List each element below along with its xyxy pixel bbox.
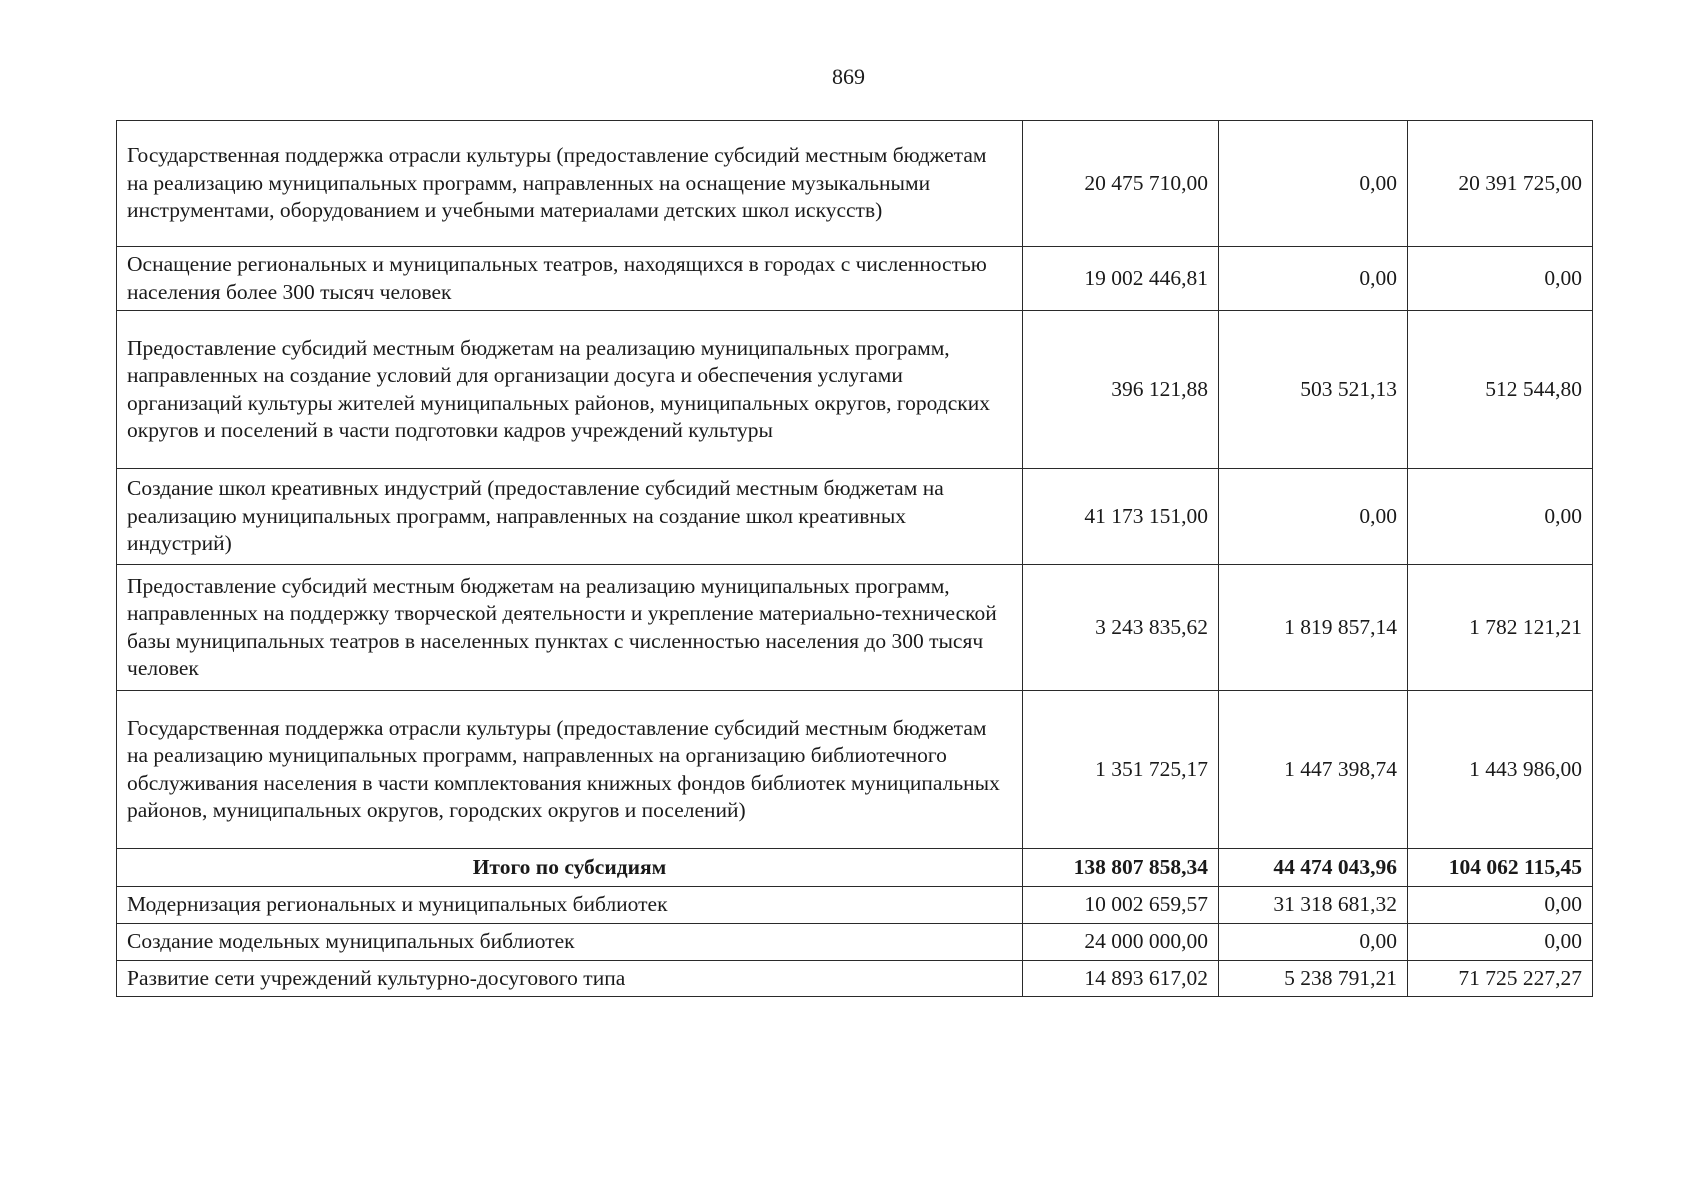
value-year-3: 71 725 227,27 — [1408, 961, 1593, 997]
row-description: Оснащение региональных и муниципальных театров, находящихся в городах с численностью населения более 300 тысяч человек — [117, 247, 1023, 311]
row-description: Предоставление субсидий местным бюджетам на реализацию муниципальных программ, направленных на создание условий для организации досуга и обеспечения услугами организаций культуры жителей муниципальных районов, муниципальных округов, городских округов и поселений в части подготовки кадров учреждений культуры — [117, 311, 1023, 469]
table-row — [117, 961, 1593, 997]
row-description: Предоставление субсидий местным бюджетам на реализацию муниципальных программ, направленных на поддержку творческой деятельности и укрепление материально-технической базы муниципальных театров в населенных пунктах с численностью населения до 300 тысяч человек — [117, 565, 1023, 691]
value-year-3: 0,00 — [1408, 247, 1593, 311]
value-year-1: 10 002 659,57 — [1023, 887, 1219, 924]
row-description: Создание модельных муниципальных библиотек — [117, 924, 1023, 961]
value-year-2: 1 447 398,74 — [1219, 691, 1408, 849]
total-label: Итого по субсидиям — [117, 849, 1023, 887]
value-year-1: 20 475 710,00 — [1023, 121, 1219, 247]
value-year-2: 0,00 — [1219, 121, 1408, 247]
total-year-1: 138 807 858,34 — [1023, 849, 1219, 887]
value-year-2: 1 819 857,14 — [1219, 565, 1408, 691]
value-year-1: 41 173 151,00 — [1023, 469, 1219, 565]
value-year-1: 24 000 000,00 — [1023, 924, 1219, 961]
value-year-3: 512 544,80 — [1408, 311, 1593, 469]
total-year-3: 104 062 115,45 — [1408, 849, 1593, 887]
table-row — [117, 924, 1593, 961]
value-year-2: 503 521,13 — [1219, 311, 1408, 469]
value-year-3: 1 782 121,21 — [1408, 565, 1593, 691]
value-year-1: 1 351 725,17 — [1023, 691, 1219, 849]
value-year-3: 0,00 — [1408, 924, 1593, 961]
value-year-1: 14 893 617,02 — [1023, 961, 1219, 997]
table-row — [117, 887, 1593, 924]
row-description: Создание школ креативных индустрий (предоставление субсидий местным бюджетам на реализацию муниципальных программ, направленных на создание школ креативных индустрий) — [117, 469, 1023, 565]
value-year-2: 5 238 791,21 — [1219, 961, 1408, 997]
table-row — [117, 691, 1593, 849]
value-year-2: 0,00 — [1219, 924, 1408, 961]
value-year-3: 0,00 — [1408, 887, 1593, 924]
total-year-2: 44 474 043,96 — [1219, 849, 1408, 887]
table-row — [117, 311, 1593, 469]
value-year-1: 19 002 446,81 — [1023, 247, 1219, 311]
value-year-3: 20 391 725,00 — [1408, 121, 1593, 247]
value-year-3: 0,00 — [1408, 469, 1593, 565]
total-row — [117, 849, 1593, 887]
table-row — [117, 121, 1593, 247]
row-description: Модернизация региональных и муниципальных библиотек — [117, 887, 1023, 924]
value-year-1: 3 243 835,62 — [1023, 565, 1219, 691]
page-number: 869 — [832, 64, 865, 89]
row-description: Государственная поддержка отрасли культуры (предоставление субсидий местным бюджетам на реализацию муниципальных программ, направленных на организацию библиотечного обслуживания населения в части комплектования книжных фондов библиотек муниципальных районов, муниципальных округов, городских округов и поселений) — [117, 691, 1023, 849]
value-year-2: 0,00 — [1219, 469, 1408, 565]
budget-table — [116, 120, 1593, 997]
table-row — [117, 565, 1593, 691]
table-row — [117, 247, 1593, 311]
value-year-2: 31 318 681,32 — [1219, 887, 1408, 924]
value-year-1: 396 121,88 — [1023, 311, 1219, 469]
value-year-2: 0,00 — [1219, 247, 1408, 311]
table-row — [117, 469, 1593, 565]
row-description: Государственная поддержка отрасли культуры (предоставление субсидий местным бюджетам на реализацию муниципальных программ, направленных на оснащение музыкальными инструментами, оборудованием и учебными материалами детских школ искусств) — [117, 121, 1023, 247]
value-year-3: 1 443 986,00 — [1408, 691, 1593, 849]
row-description: Развитие сети учреждений культурно-досугового типа — [117, 961, 1023, 997]
